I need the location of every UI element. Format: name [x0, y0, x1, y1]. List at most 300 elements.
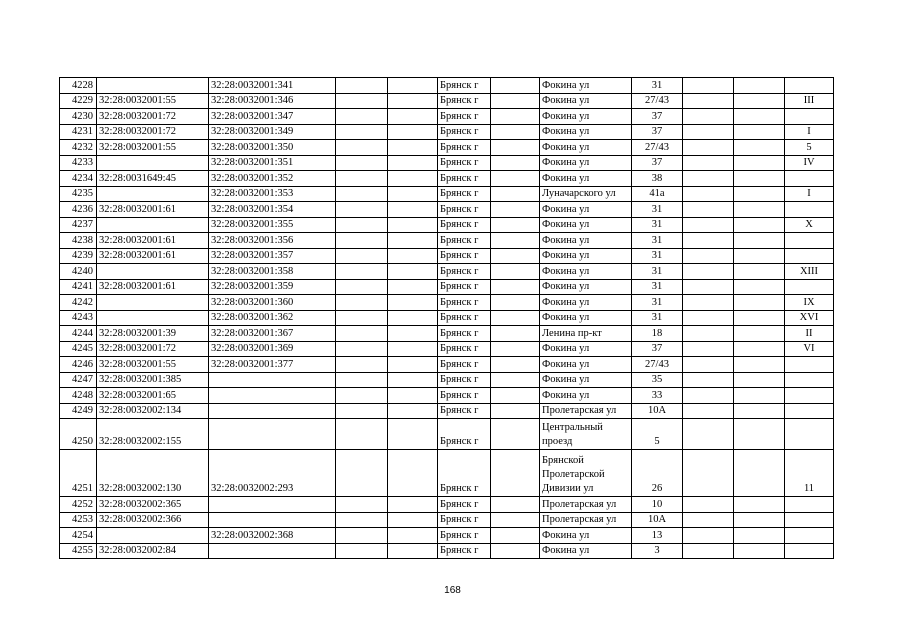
table-cell: 32:28:0032002:368 — [209, 528, 336, 544]
table-cell: Брянск г — [438, 233, 491, 249]
table-cell — [683, 109, 734, 125]
table-cell — [683, 279, 734, 295]
table-cell — [388, 419, 438, 450]
table-cell — [683, 372, 734, 388]
table-cell — [209, 512, 336, 528]
table-cell: Фокина ул — [540, 93, 632, 109]
table-cell — [683, 217, 734, 233]
table-cell — [336, 202, 388, 218]
table-cell — [388, 403, 438, 419]
table-cell: 4240 — [60, 264, 97, 280]
table-cell: 32:28:0032001:354 — [209, 202, 336, 218]
table-cell — [785, 357, 834, 373]
table-cell — [388, 233, 438, 249]
table-cell — [388, 279, 438, 295]
table-cell — [734, 357, 785, 373]
table-cell: Брянск г — [438, 295, 491, 311]
table-cell — [491, 497, 540, 513]
table-cell — [785, 109, 834, 125]
table-cell: 32:28:0032002:134 — [97, 403, 209, 419]
table-row — [60, 186, 834, 202]
table-cell: Фокина ул — [540, 171, 632, 187]
table-cell — [209, 419, 336, 450]
table-cell: 32:28:0032001:346 — [209, 93, 336, 109]
table-cell — [388, 78, 438, 94]
table-cell — [336, 372, 388, 388]
table-cell: Фокина ул — [540, 388, 632, 404]
table-cell: 4245 — [60, 341, 97, 357]
table-cell — [785, 419, 834, 450]
table-cell: 3 — [632, 543, 683, 559]
table-row — [60, 543, 834, 559]
table-cell — [388, 357, 438, 373]
table-cell: Пролетарская ул — [540, 512, 632, 528]
table-cell: 4231 — [60, 124, 97, 140]
table-cell — [97, 295, 209, 311]
table-cell — [388, 186, 438, 202]
table-cell: 32:28:0032002:130 — [97, 450, 209, 497]
table-cell: Брянск г — [438, 171, 491, 187]
table-cell: 32:28:0032002:293 — [209, 450, 336, 497]
table-cell: 32:28:0032002:155 — [97, 419, 209, 450]
table-cell: 35 — [632, 372, 683, 388]
table-cell: 32:28:0032001:359 — [209, 279, 336, 295]
table-cell: 32:28:0032001:369 — [209, 341, 336, 357]
table-cell — [336, 528, 388, 544]
table-cell — [491, 93, 540, 109]
table-cell: 32:28:0032001:355 — [209, 217, 336, 233]
table-cell — [491, 279, 540, 295]
table-cell: Фокина ул — [540, 155, 632, 171]
table-cell: 31 — [632, 217, 683, 233]
table-cell: 32:28:0032001:367 — [209, 326, 336, 342]
table-cell — [336, 78, 388, 94]
table-row — [60, 279, 834, 295]
table-cell: 4232 — [60, 140, 97, 156]
table-cell: 10А — [632, 512, 683, 528]
table-cell — [336, 124, 388, 140]
table-cell: Ленина пр-кт — [540, 326, 632, 342]
table-cell — [785, 512, 834, 528]
table-cell: 4238 — [60, 233, 97, 249]
table-cell: 31 — [632, 279, 683, 295]
table-cell — [734, 295, 785, 311]
table-cell: 5 — [785, 140, 834, 156]
table-cell — [336, 171, 388, 187]
table-cell: 32:28:0032001:352 — [209, 171, 336, 187]
table-cell: Фокина ул — [540, 217, 632, 233]
table-cell — [734, 155, 785, 171]
table-cell: 10 — [632, 497, 683, 513]
table-cell: 4239 — [60, 248, 97, 264]
table-cell: 32:28:0032001:358 — [209, 264, 336, 280]
table-cell — [388, 450, 438, 497]
table-cell — [683, 341, 734, 357]
table-cell — [734, 93, 785, 109]
table-cell — [683, 450, 734, 497]
table-cell: Брянской Пролетарской Дивизии ул — [540, 450, 632, 497]
table-cell — [209, 388, 336, 404]
table-cell — [336, 155, 388, 171]
table-row — [60, 497, 834, 513]
table-cell — [785, 403, 834, 419]
table-cell — [388, 217, 438, 233]
table-cell: 31 — [632, 295, 683, 311]
table-row — [60, 388, 834, 404]
table-cell — [97, 310, 209, 326]
table-cell — [388, 388, 438, 404]
page-number: 168 — [444, 585, 461, 596]
table-cell — [336, 419, 388, 450]
table-cell — [388, 295, 438, 311]
table-cell: Брянск г — [438, 109, 491, 125]
table-cell: 18 — [632, 326, 683, 342]
table-cell: 4230 — [60, 109, 97, 125]
table-cell: Фокина ул — [540, 202, 632, 218]
table-cell: 4248 — [60, 388, 97, 404]
table-cell: Брянск г — [438, 543, 491, 559]
table-cell: 4251 — [60, 450, 97, 497]
table-cell: 4254 — [60, 528, 97, 544]
table-cell — [785, 388, 834, 404]
table-cell — [683, 248, 734, 264]
table-cell — [683, 93, 734, 109]
table-cell: Фокина ул — [540, 279, 632, 295]
table-cell: IV — [785, 155, 834, 171]
table-cell — [336, 109, 388, 125]
table-cell — [683, 155, 734, 171]
table-cell — [336, 512, 388, 528]
table-cell: 32:28:0032001:377 — [209, 357, 336, 373]
table-cell: 4237 — [60, 217, 97, 233]
table-cell — [336, 217, 388, 233]
table-cell: Брянск г — [438, 279, 491, 295]
table-cell: 27/43 — [632, 357, 683, 373]
table-cell: Брянск г — [438, 248, 491, 264]
table-cell — [734, 217, 785, 233]
table-cell — [491, 202, 540, 218]
table-cell: 37 — [632, 109, 683, 125]
table-cell — [785, 202, 834, 218]
table-cell: Фокина ул — [540, 528, 632, 544]
table-cell — [388, 248, 438, 264]
table-cell: Центральный проезд — [540, 419, 632, 450]
table-cell — [336, 279, 388, 295]
table-cell — [734, 279, 785, 295]
table-cell — [683, 233, 734, 249]
table-cell: Луначарского ул — [540, 186, 632, 202]
table-cell — [683, 78, 734, 94]
table-cell — [336, 326, 388, 342]
table-cell: 4247 — [60, 372, 97, 388]
table-cell: 32:28:0032001:356 — [209, 233, 336, 249]
table-cell: Брянск г — [438, 124, 491, 140]
table-cell — [491, 140, 540, 156]
table-row — [60, 357, 834, 373]
table-row — [60, 78, 834, 94]
table-cell: 5 — [632, 419, 683, 450]
table-cell — [683, 310, 734, 326]
table-cell: Брянск г — [438, 264, 491, 280]
table-row — [60, 528, 834, 544]
table-cell — [491, 543, 540, 559]
table-cell: II — [785, 326, 834, 342]
table-cell — [491, 388, 540, 404]
table-cell — [734, 264, 785, 280]
table-cell: 31 — [632, 248, 683, 264]
table-cell — [734, 109, 785, 125]
table-cell: Фокина ул — [540, 109, 632, 125]
table-row — [60, 512, 834, 528]
table-cell — [683, 403, 734, 419]
table-cell — [388, 497, 438, 513]
table-cell: Брянск г — [438, 403, 491, 419]
table-cell — [683, 186, 734, 202]
table-cell — [491, 372, 540, 388]
table-cell — [491, 326, 540, 342]
table-cell — [734, 403, 785, 419]
table-cell: 32:28:0032002:365 — [97, 497, 209, 513]
table-cell — [491, 233, 540, 249]
table-cell: 4242 — [60, 295, 97, 311]
table-cell — [734, 372, 785, 388]
table-cell — [336, 388, 388, 404]
table-cell — [734, 528, 785, 544]
table-cell — [785, 78, 834, 94]
register-table — [59, 77, 834, 559]
table-cell — [491, 295, 540, 311]
table-cell — [209, 403, 336, 419]
table-cell: 32:28:0032001:65 — [97, 388, 209, 404]
table-cell: 33 — [632, 388, 683, 404]
table-cell — [491, 528, 540, 544]
table-cell: 31 — [632, 78, 683, 94]
table-row — [60, 109, 834, 125]
table-cell: Фокина ул — [540, 357, 632, 373]
table-cell — [683, 264, 734, 280]
table-cell — [336, 295, 388, 311]
table-row — [60, 155, 834, 171]
table-cell: Фокина ул — [540, 248, 632, 264]
table-cell: 32:28:0032001:72 — [97, 109, 209, 125]
table-cell: 4252 — [60, 497, 97, 513]
table-cell — [683, 512, 734, 528]
table-cell: 32:28:0032001:341 — [209, 78, 336, 94]
table-cell: Брянск г — [438, 450, 491, 497]
table-cell: 4249 — [60, 403, 97, 419]
table-cell — [491, 419, 540, 450]
table-row — [60, 341, 834, 357]
table-cell — [491, 264, 540, 280]
table-cell: Брянск г — [438, 512, 491, 528]
table-cell: 32:28:0032001:55 — [97, 140, 209, 156]
table-cell: 32:28:0032002:366 — [97, 512, 209, 528]
table-cell — [336, 497, 388, 513]
table-cell: Брянск г — [438, 155, 491, 171]
table-cell — [336, 248, 388, 264]
table-cell — [491, 512, 540, 528]
table-cell — [491, 341, 540, 357]
table-cell: 4235 — [60, 186, 97, 202]
table-cell — [388, 140, 438, 156]
table-cell — [734, 512, 785, 528]
table-cell: 4241 — [60, 279, 97, 295]
table-cell: 32:28:0032001:350 — [209, 140, 336, 156]
table-cell: 31 — [632, 310, 683, 326]
table-cell: Брянск г — [438, 93, 491, 109]
table-cell: Брянск г — [438, 310, 491, 326]
table-cell — [388, 93, 438, 109]
table-cell: 4246 — [60, 357, 97, 373]
table-cell: 10А — [632, 403, 683, 419]
table-cell — [388, 264, 438, 280]
table-cell: 32:28:0032001:347 — [209, 109, 336, 125]
table-cell: Фокина ул — [540, 78, 632, 94]
table-cell: Пролетарская ул — [540, 497, 632, 513]
table-cell — [683, 388, 734, 404]
table-cell: XVI — [785, 310, 834, 326]
table-cell — [336, 140, 388, 156]
table-cell — [97, 186, 209, 202]
table-cell: 38 — [632, 171, 683, 187]
table-cell: Брянск г — [438, 341, 491, 357]
table-cell — [683, 140, 734, 156]
table-cell — [491, 109, 540, 125]
table-cell: 4228 — [60, 78, 97, 94]
table-cell — [785, 372, 834, 388]
table-cell: 32:28:0032001:61 — [97, 233, 209, 249]
table-cell: 4253 — [60, 512, 97, 528]
table-cell: 31 — [632, 233, 683, 249]
table-cell — [336, 186, 388, 202]
table-cell: Брянск г — [438, 186, 491, 202]
table-cell: III — [785, 93, 834, 109]
table-cell — [97, 217, 209, 233]
table-cell — [785, 171, 834, 187]
table-cell: Брянск г — [438, 326, 491, 342]
table-row — [60, 403, 834, 419]
table-cell — [491, 403, 540, 419]
table-cell: 32:28:0032001:72 — [97, 341, 209, 357]
table-cell: 37 — [632, 341, 683, 357]
table-cell — [336, 93, 388, 109]
table-row — [60, 310, 834, 326]
table-cell: 32:28:0032001:39 — [97, 326, 209, 342]
table-cell — [336, 543, 388, 559]
table-cell: X — [785, 217, 834, 233]
table-cell: 32:28:0032001:349 — [209, 124, 336, 140]
table-cell: 31 — [632, 202, 683, 218]
table-cell — [388, 543, 438, 559]
table-cell — [683, 295, 734, 311]
table-cell: 32:28:0032001:362 — [209, 310, 336, 326]
table-cell — [734, 326, 785, 342]
table-cell: 31 — [632, 264, 683, 280]
table-cell: 32:28:0032001:72 — [97, 124, 209, 140]
table-cell — [491, 450, 540, 497]
table-row — [60, 372, 834, 388]
table-cell: Фокина ул — [540, 310, 632, 326]
table-cell — [491, 310, 540, 326]
table-cell: Фокина ул — [540, 372, 632, 388]
table-row — [60, 326, 834, 342]
table-cell — [734, 310, 785, 326]
table-cell — [734, 202, 785, 218]
table-row — [60, 202, 834, 218]
table-cell — [734, 124, 785, 140]
table-cell: Брянск г — [438, 78, 491, 94]
table-cell: IX — [785, 295, 834, 311]
table-cell: 4255 — [60, 543, 97, 559]
table-cell: 37 — [632, 124, 683, 140]
table-cell — [734, 341, 785, 357]
table-row — [60, 233, 834, 249]
table-cell — [388, 341, 438, 357]
table-cell — [388, 372, 438, 388]
table-cell — [209, 372, 336, 388]
table-cell — [734, 186, 785, 202]
table-cell — [734, 388, 785, 404]
table-cell — [734, 450, 785, 497]
table-cell — [491, 357, 540, 373]
table-cell — [683, 497, 734, 513]
table-body — [60, 78, 834, 559]
table-cell — [785, 497, 834, 513]
table-cell — [785, 233, 834, 249]
table-cell — [683, 543, 734, 559]
table-cell — [388, 528, 438, 544]
table-cell: Брянск г — [438, 388, 491, 404]
table-row — [60, 450, 834, 497]
table-cell: 27/43 — [632, 140, 683, 156]
table-cell: Фокина ул — [540, 124, 632, 140]
table-cell: 27/43 — [632, 93, 683, 109]
table-cell: 32:28:0032001:61 — [97, 248, 209, 264]
table-row — [60, 124, 834, 140]
table-cell — [785, 279, 834, 295]
table-cell — [388, 310, 438, 326]
table-cell — [336, 264, 388, 280]
table-cell: 4234 — [60, 171, 97, 187]
table-cell — [491, 155, 540, 171]
table-cell — [734, 140, 785, 156]
table-cell — [336, 233, 388, 249]
table-cell: 32:28:0032001:61 — [97, 279, 209, 295]
table-cell — [336, 450, 388, 497]
table-row — [60, 217, 834, 233]
table-cell — [336, 357, 388, 373]
table-cell — [491, 78, 540, 94]
table-cell — [734, 419, 785, 450]
table-cell — [491, 248, 540, 264]
table-cell — [209, 543, 336, 559]
table-cell — [388, 512, 438, 528]
table-cell: Фокина ул — [540, 543, 632, 559]
table-cell: 11 — [785, 450, 834, 497]
table-cell — [97, 155, 209, 171]
table-cell — [209, 497, 336, 513]
table-cell: Фокина ул — [540, 341, 632, 357]
table-cell — [683, 202, 734, 218]
table-cell — [785, 543, 834, 559]
table-cell — [336, 403, 388, 419]
table-cell: Брянск г — [438, 357, 491, 373]
table-cell: I — [785, 186, 834, 202]
table-cell: 32:28:0032001:357 — [209, 248, 336, 264]
table-cell: 4244 — [60, 326, 97, 342]
table-cell: 4250 — [60, 419, 97, 450]
table-cell: 32:28:0032001:55 — [97, 357, 209, 373]
